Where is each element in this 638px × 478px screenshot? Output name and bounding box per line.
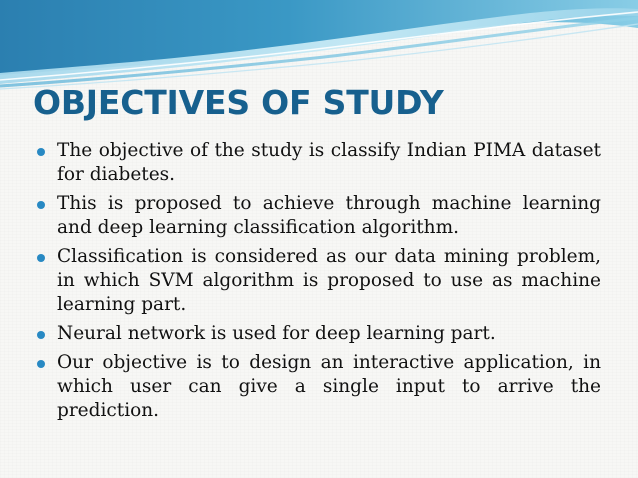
bullet-icon [37, 254, 45, 262]
bullet-icon [37, 331, 45, 339]
objectives-list [37, 139, 601, 428]
list-item-text: The objective of the study is classify Indian PIMA dataset for diabetes. [57, 140, 601, 185]
list-item-text: This is proposed to achieve through machine learning and deep learning classification algorithm. [57, 193, 601, 238]
list-item-text: Classification is considered as our data mining problem, in which SVM algorithm is proposed to use as machine learning part. [57, 246, 601, 315]
list-item-machine-and-deep-learning [37, 192, 601, 240]
list-item-objective-classification-dataset [37, 139, 601, 187]
bullet-icon [37, 201, 45, 209]
list-item-text: Our objective is to design an interactive application, in which user can give a single input to arrive the prediction. [57, 352, 601, 421]
list-item-svm-classification [37, 245, 601, 317]
decorative-wave-header [0, 0, 638, 90]
bullet-icon [37, 148, 45, 156]
list-item-neural-network [37, 322, 601, 346]
list-item-text: Neural network is used for deep learning part. [57, 323, 496, 344]
list-item-interactive-application [37, 351, 601, 423]
slide-title: OBJECTIVES OF STUDY [33, 83, 444, 122]
bullet-icon [37, 360, 45, 368]
